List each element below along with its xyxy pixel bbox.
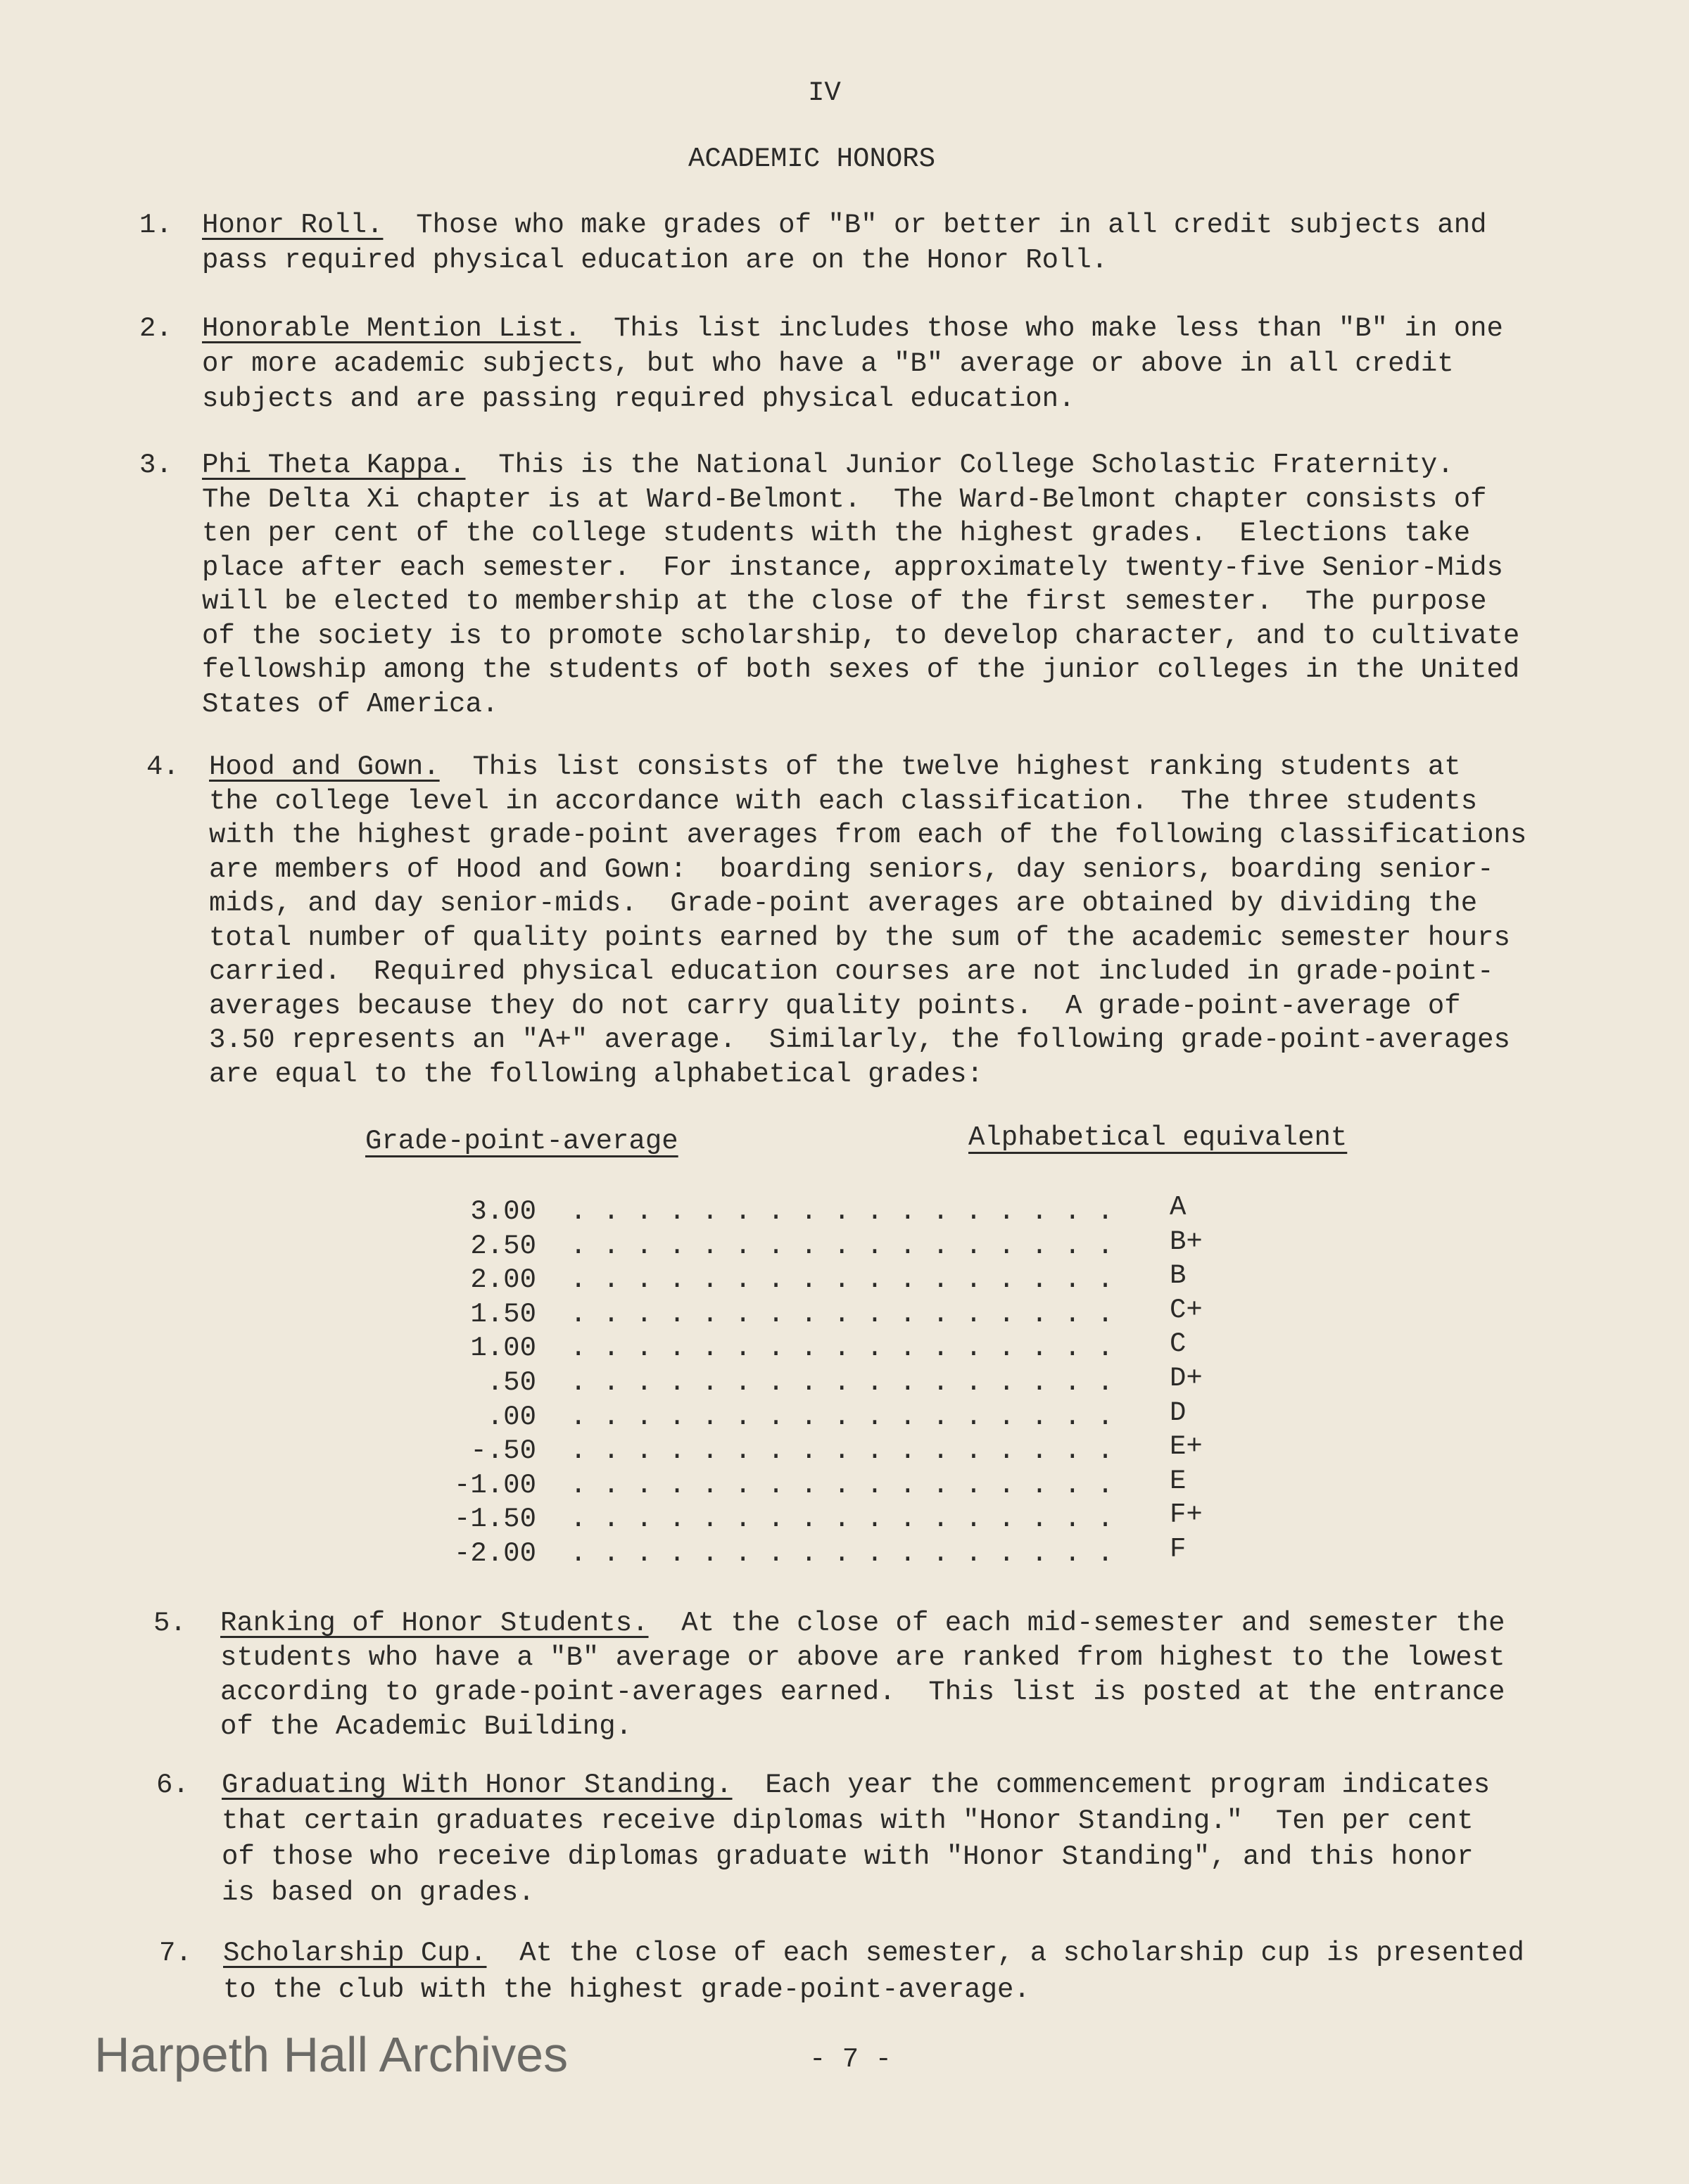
item-text-line: 3.50 represents an "A+" average. Similarly, the following grade-point-averages	[209, 1024, 1510, 1055]
dot-leader: . . . . . . . . . . . . . . . . .	[570, 1333, 1114, 1364]
letter-grade: E+	[1170, 1431, 1203, 1463]
letter-grade: C	[1170, 1328, 1187, 1360]
letter-grade: F	[1170, 1534, 1187, 1565]
gpa-value: 1.50	[470, 1298, 536, 1330]
dot-leader: . . . . . . . . . . . . . . . . .	[570, 1230, 1114, 1262]
dot-leader: . . . . . . . . . . . . . . . . .	[570, 1401, 1114, 1433]
gpa-value: 1.00	[470, 1333, 536, 1364]
dot-leader: . . . . . . . . . . . . . . . . .	[570, 1367, 1114, 1398]
item-text-line: will be elected to membership at the close of the first semester. The purpose	[202, 586, 1487, 617]
item-text-line: mids, and day senior-mids. Grade-point averages are obtained by dividing the	[209, 888, 1478, 919]
gpa-value: 3.00	[470, 1196, 536, 1227]
letter-grade: D	[1170, 1397, 1187, 1428]
archive-watermark: Harpeth Hall Archives	[94, 2027, 569, 2082]
item-number: 1.	[139, 210, 172, 241]
item-text-line: with the highest grade-point averages from each of the following classifications	[209, 820, 1527, 851]
page-number: - 7 -	[809, 2044, 892, 2075]
dot-leader: . . . . . . . . . . . . . . . . .	[570, 1298, 1114, 1330]
item-text-line: ten per cent of the college students with the highest grades. Elections take	[202, 518, 1471, 549]
item-number: 7.	[159, 1938, 192, 1969]
item-text-line: States of America.	[202, 688, 499, 720]
item-title: Honorable Mention List.	[202, 313, 581, 344]
dot-leader: . . . . . . . . . . . . . . . . .	[570, 1538, 1114, 1569]
item-text-line	[223, 1936, 1524, 1971]
item-text-line: of the society is to promote scholarship, to develop character, and to cultivate	[202, 620, 1520, 652]
dot-leader: . . . . . . . . . . . . . . . . .	[570, 1264, 1114, 1296]
item-text-line	[220, 1606, 1505, 1641]
item-title: Honor Roll.	[202, 210, 384, 241]
item-text-line: to the club with the highest grade-point-average.	[223, 1974, 1030, 2005]
item-number: 3.	[139, 450, 172, 481]
item-text: At the close of each semester, a scholarship cup is presented	[486, 1938, 1524, 1969]
item-text-line: of the Academic Building.	[220, 1711, 633, 1742]
item-text-line: are members of Hood and Gown: boarding seniors, day seniors, boarding senior-	[209, 853, 1494, 885]
page-heading: ACADEMIC HONORS	[688, 144, 936, 174]
item-text: This is the National Junior College Scholastic Fraternity.	[465, 450, 1454, 481]
item-text-line: carried. Required physical education courses are not included in grade-point-	[209, 956, 1494, 987]
item-text-line	[202, 448, 1454, 483]
item-text-line: The Delta Xi chapter is at Ward-Belmont. The Ward-Belmont chapter consists of	[202, 483, 1487, 515]
item-text-line: total number of quality points earned by the sum of the academic semester hours	[209, 922, 1510, 953]
gpa-value: -1.50	[453, 1504, 536, 1535]
item-text: At the close of each mid-semester and semester the	[648, 1608, 1505, 1639]
gpa-value: -1.00	[453, 1469, 536, 1501]
item-text-line	[209, 750, 1461, 785]
gpa-value: .00	[486, 1401, 536, 1433]
item-text-line: place after each semester. For instance, approximately twenty-five Senior-Mids	[202, 552, 1503, 583]
item-text: Each year the commencement program indicates	[732, 1770, 1491, 1801]
item-text-line	[222, 1768, 1490, 1803]
dot-leader: . . . . . . . . . . . . . . . . .	[570, 1469, 1114, 1501]
item-number: 2.	[139, 313, 172, 344]
item-text-line: the college level in accordance with each classification. The three students	[209, 785, 1478, 817]
alpha-column-header: Alphabetical equivalent	[968, 1122, 1348, 1153]
letter-grade: B	[1170, 1260, 1187, 1292]
letter-grade: B+	[1170, 1226, 1203, 1257]
item-title: Phi Theta Kappa.	[202, 450, 466, 481]
item-text: Those who make grades of "B" or better in all credit subjects and	[383, 210, 1487, 241]
item-text-line	[202, 312, 1503, 346]
item-text-line: that certain graduates receive diplomas with "Honor Standing." Ten per cent	[222, 1805, 1474, 1836]
gpa-value: -2.00	[453, 1538, 536, 1569]
item-title: Scholarship Cup.	[223, 1938, 487, 1969]
item-text-line: fellowship among the students of both sexes of the junior colleges in the United	[202, 654, 1520, 685]
gpa-column-header: Grade-point-average	[365, 1126, 678, 1157]
section-numeral: IV	[808, 77, 841, 108]
item-text: This list includes those who make less than "B" in one	[581, 313, 1503, 344]
item-title: Hood and Gown.	[209, 751, 440, 782]
item-text-line	[202, 208, 1487, 243]
letter-grade: E	[1170, 1465, 1187, 1497]
letter-grade: F+	[1170, 1499, 1203, 1531]
item-text: This list consists of the twelve highest ranking students at	[439, 751, 1461, 782]
item-text-line: according to grade-point-averages earned. This list is posted at the entrance	[220, 1677, 1505, 1708]
letter-grade: C+	[1170, 1294, 1203, 1326]
gpa-value: 2.50	[470, 1230, 536, 1262]
item-title: Ranking of Honor Students.	[220, 1608, 649, 1639]
item-text-line: or more academic subjects, but who have a "B" average or above in all credit	[202, 348, 1454, 379]
item-text-line: are equal to the following alphabetical grades:	[209, 1058, 983, 1090]
item-text-line: of those who receive diplomas graduate with "Honor Standing", and this honor	[222, 1841, 1474, 1872]
item-number: 5.	[153, 1608, 186, 1639]
letter-grade: A	[1170, 1192, 1187, 1223]
letter-grade: D+	[1170, 1363, 1203, 1394]
gpa-value: -.50	[470, 1435, 536, 1467]
item-text-line: subjects and are passing required physical education.	[202, 383, 1075, 414]
gpa-value: 2.00	[470, 1264, 536, 1296]
item-number: 4.	[146, 751, 179, 782]
item-text-line: is based on grades.	[222, 1877, 535, 1908]
item-title: Graduating With Honor Standing.	[222, 1770, 733, 1801]
item-text-line: pass required physical education are on the Honor Roll.	[202, 245, 1108, 276]
item-text-line: students who have a "B" average or above are ranked from highest to the lowest	[220, 1642, 1505, 1673]
dot-leader: . . . . . . . . . . . . . . . . .	[570, 1435, 1114, 1467]
item-text-line: averages because they do not carry quality points. A grade-point-average of	[209, 990, 1461, 1022]
item-number: 6.	[156, 1770, 189, 1801]
dot-leader: . . . . . . . . . . . . . . . . .	[570, 1196, 1114, 1227]
dot-leader: . . . . . . . . . . . . . . . . .	[570, 1504, 1114, 1535]
gpa-value: .50	[486, 1367, 536, 1398]
